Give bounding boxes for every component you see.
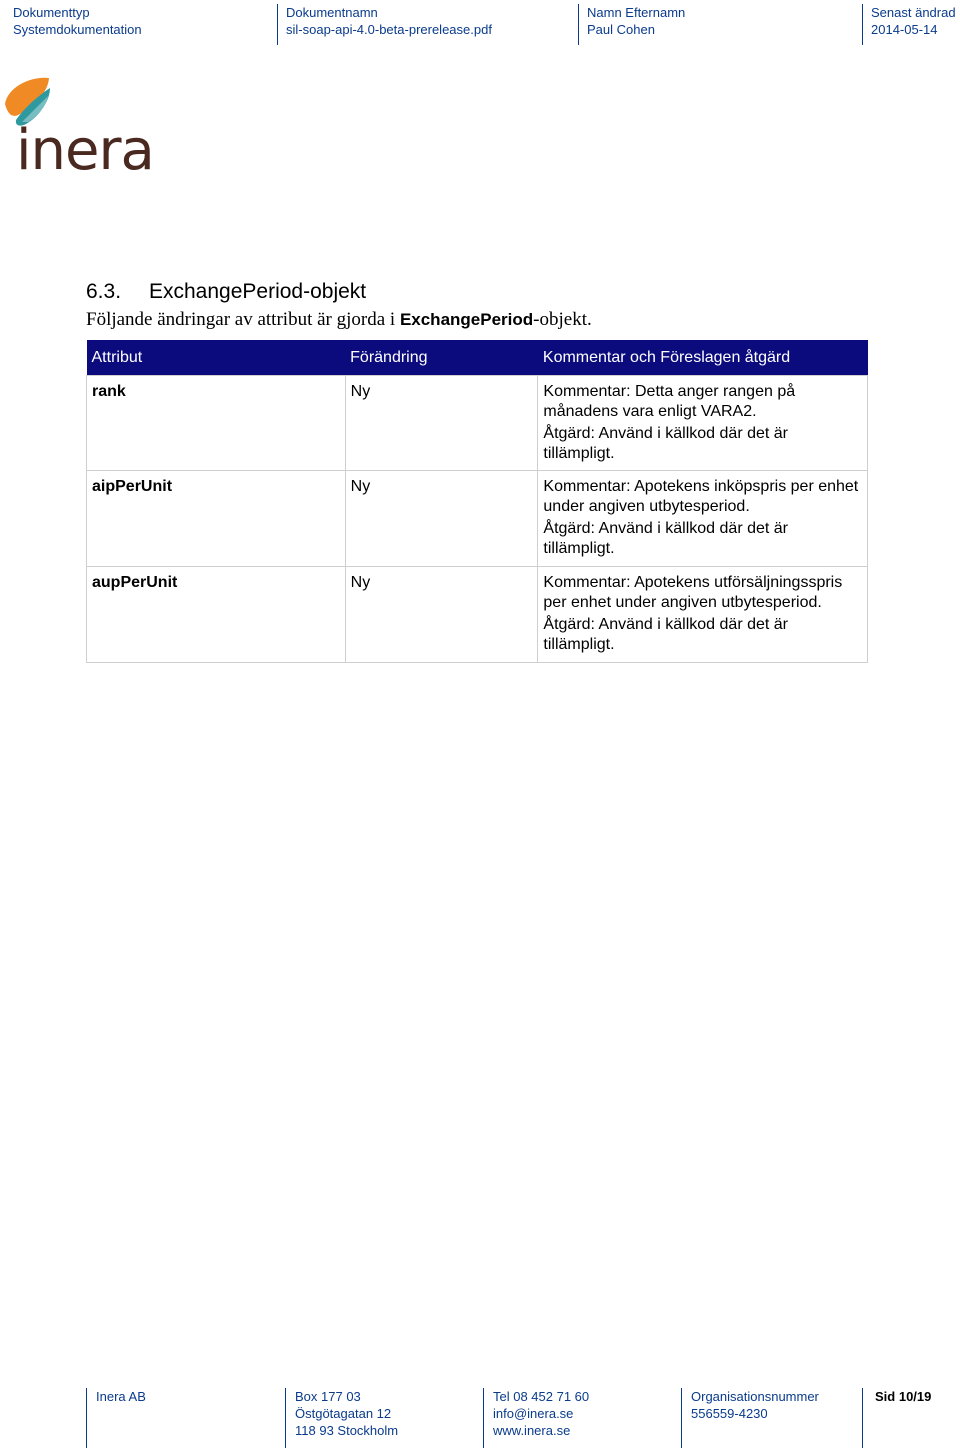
comment-cell — [538, 471, 868, 567]
page-prefix: Sid — [875, 1389, 899, 1404]
document-footer — [0, 1388, 960, 1454]
logo-wordmark: inera — [16, 118, 154, 174]
section-title: ExchangePeriod-objekt — [149, 280, 367, 303]
author-block — [578, 4, 685, 45]
footer-address-block — [285, 1388, 398, 1448]
author-label: Namn Efternamn — [587, 5, 686, 20]
action-text: Åtgärd: Använd i källkod där det är tillämpligt. — [543, 616, 788, 653]
doc-name-label: Dokumentnamn — [286, 5, 378, 20]
footer-company-block — [86, 1388, 146, 1448]
change-type: Ny — [345, 567, 538, 663]
doc-type-label: Dokumenttyp — [13, 5, 90, 20]
doc-type-block — [13, 4, 142, 45]
comment-text: Kommentar: Apotekens inköpspris per enhet under angiven utbytesperiod. — [543, 478, 859, 515]
document-header — [0, 0, 960, 46]
doc-name-value: sil-soap-api-4.0-beta-prerelease.pdf — [286, 22, 492, 37]
footer-email[interactable]: info@inera.se — [493, 1406, 574, 1421]
action-text: Åtgärd: Använd i källkod där det är tillämpligt. — [543, 425, 788, 462]
change-type: Ny — [345, 376, 538, 471]
column-header-attribute: Attribut — [87, 340, 346, 376]
section-intro — [86, 309, 592, 331]
intro-text-end: -objekt. — [533, 309, 592, 330]
modified-block — [862, 4, 956, 45]
modified-label: Senast ändrad — [871, 5, 956, 20]
attribute-name: rank — [87, 376, 346, 471]
footer-address-1: Box 177 03 — [295, 1389, 361, 1404]
footer-org-number: 556559-4230 — [691, 1406, 768, 1421]
comment-cell — [538, 376, 868, 471]
author-value: Paul Cohen — [587, 22, 655, 37]
table-header-row — [87, 340, 868, 376]
footer-org-block — [681, 1388, 819, 1448]
section-heading — [86, 280, 366, 304]
comment-text: Kommentar: Detta anger rangen på månadens vara enligt VARA2. — [543, 383, 796, 420]
footer-contact-block — [483, 1388, 589, 1448]
footer-web[interactable]: www.inera.se — [493, 1423, 571, 1438]
inera-logo — [2, 74, 164, 174]
footer-phone: Tel 08 452 71 60 — [493, 1389, 590, 1404]
modified-value: 2014-05-14 — [871, 22, 938, 37]
section-number: 6.3. — [86, 280, 122, 303]
footer-page-number — [862, 1388, 931, 1448]
doc-type-value: Systemdokumentation — [13, 22, 142, 37]
intro-text: Följande ändringar av attribut är gjorda i — [86, 309, 400, 330]
page-value: 10/19 — [898, 1389, 932, 1404]
footer-address-2: Östgötagatan 12 — [295, 1406, 392, 1421]
table-row — [87, 567, 868, 663]
attribute-changes-table — [86, 340, 868, 663]
column-header-comment: Kommentar och Föreslagen åtgärd — [538, 340, 868, 376]
footer-company: Inera AB — [96, 1389, 146, 1404]
action-text: Åtgärd: Använd i källkod där det är tillämpligt. — [543, 520, 788, 557]
change-type: Ny — [345, 471, 538, 567]
column-header-change: Förändring — [345, 340, 538, 376]
footer-org-label: Organisationsnummer — [691, 1389, 819, 1404]
inera-logo-mark — [2, 74, 164, 174]
comment-text: Kommentar: Apotekens utförsäljningsspris per enhet under angiven utbytesperiod. — [543, 574, 843, 611]
attribute-name: aupPerUnit — [87, 567, 346, 663]
table-row — [87, 471, 868, 567]
table-row — [87, 376, 868, 471]
comment-cell — [538, 567, 868, 663]
doc-name-block — [277, 4, 492, 45]
attribute-name: aipPerUnit — [87, 471, 346, 567]
intro-object-name: ExchangePeriod — [399, 310, 534, 329]
footer-address-3: 118 93 Stockholm — [295, 1423, 399, 1438]
